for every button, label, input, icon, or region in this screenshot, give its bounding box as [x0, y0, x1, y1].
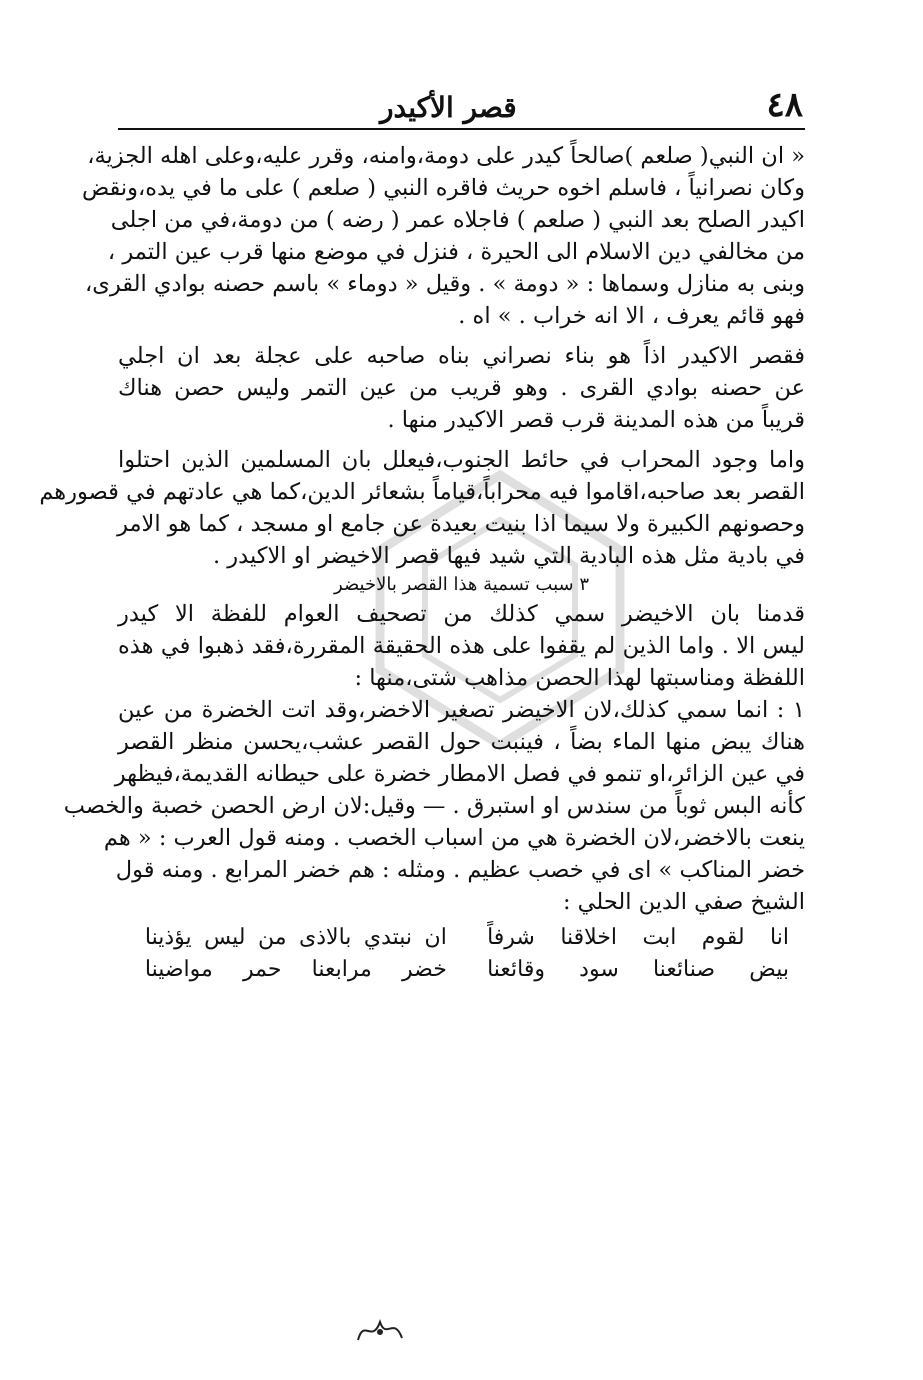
text-line: عن حصنه بوادي القرى . وهو قريب من عين التمر وليس حصن هناك [118, 375, 805, 401]
paragraph-4 [118, 598, 805, 694]
text-line: وبنى به منازل وسماها : « دومة » . وقيل « دوماء » باسم حصنه بوادي القرى، [84, 271, 805, 297]
text-line: واما وجود المحراب في حائط الجنوب،فيعلل بان المسلمين الذين احتلوا [118, 447, 805, 473]
text-line: اكيدر الصلح بعد النبي ( صلعم ) فاجلاه عمر ( رضه ) من دومة،في من اجلى [110, 207, 805, 233]
text-line: ينعت بالاخضر،لان الخضرة هي من اسباب الخصب . ومنه قول العرب : « هم [103, 825, 805, 851]
running-title: قصر الأكيدر [380, 91, 517, 124]
text-line: فهو قائم يعرف ، الا انه خراب . » اه . [458, 303, 805, 329]
text-line: الشيخ صفي الدين الحلي : [562, 889, 805, 915]
verse-first-hemistich: بيض صنائعنا سود وقائعنا [487, 957, 789, 982]
section-subheading: ٣ سبب تسمية هذا القصر بالاخيضر [334, 574, 589, 595]
text-line: هناك يبض منها الماء بضاً ، فينبت حول القصر عشب،يحسن منظر القصر [118, 729, 805, 755]
paragraph-2 [118, 340, 805, 436]
text-line: في عين الزائر،او تنمو في فصل الامطار خضرة على حيطانه القديمة،فيظهر [114, 761, 805, 787]
text-line: « ان النبي( صلعم )صالحاً كيدر على دومة،وامنه، وقرر عليه،وعلى اهله الجزية، [87, 143, 805, 169]
header-rule [118, 128, 805, 130]
verse-first-hemistich: انا لقوم ابت اخلاقنا شرفاً [487, 925, 789, 950]
text-line: من مخالفي دين الاسلام الى الحيرة ، فنزل في موضع منها قرب عين التمر ، [107, 239, 805, 265]
text-line: ليس الا . واما الذين لم يقفوا على هذه الحقيقة المقررة،فقد ذهبوا في هذه [118, 633, 805, 659]
text-line: وكان نصرانياً ، فاسلم اخوه حريث فاقره النبي ( صلعم ) على ما في يده،ونقض [81, 175, 805, 201]
page-body [39, 140, 805, 986]
text-line: ١ : انما سمي كذلك،لان الاخيضر تصغير الاخضر،وقد اتت الخضرة من عين [118, 697, 805, 723]
page-number: ٤٨ [766, 85, 803, 125]
paragraph-1 [81, 140, 805, 332]
verse-line [118, 922, 805, 954]
paragraph-5 [63, 694, 805, 918]
text-line: اللفظة ومناسبتها لهذا الحصن مذاهب شتى،منها : [354, 665, 805, 691]
library-stamp-icon [350, 1310, 410, 1350]
text-line: في بادية مثل هذه البادية التي شيد فيها قصر الاخيضر او الاكيدر . [212, 543, 805, 569]
text-line: خضر المناكب » اى في خصب عظيم . ومثله : هم خضر المرابع . ومنه قول [115, 857, 805, 883]
verse-second-hemistich: خضر مرابعنا حمر مواضينا [144, 957, 447, 982]
text-line: وحصونهم الكبيرة ولا سيما اذا بنيت بعيدة عن جامع او مسجد ، كما هو الامر [117, 511, 805, 537]
text-line: القصر بعد صاحبه،اقاموا فيه محراباً،قياماً بشعائر الدين،كما هي عادتهم في قصورهم [39, 479, 805, 505]
paragraph-3 [39, 444, 805, 572]
text-line: قدمنا بان الاخيضر سمي كذلك من تصحيف العوام للفظة الا كيدر [118, 601, 805, 627]
text-line: فقصر الاكيدر اذاً هو بناء نصراني بناه صاحبه على عجلة بعد ان اجلي [118, 343, 805, 369]
page-header [120, 78, 803, 125]
text-line: كأنه البس ثوباً من سندس او استبرق . — وقيل:لان ارض الحصن خصبة والخصب [63, 793, 805, 819]
text-line: قريباً من هذه المدينة قرب قصر الاكيدر منها . [387, 407, 805, 433]
poem-verses [118, 922, 805, 986]
verse-line [118, 954, 805, 986]
verse-second-hemistich: ان نبتدي بالاذى من ليس يؤذينا [144, 925, 447, 950]
